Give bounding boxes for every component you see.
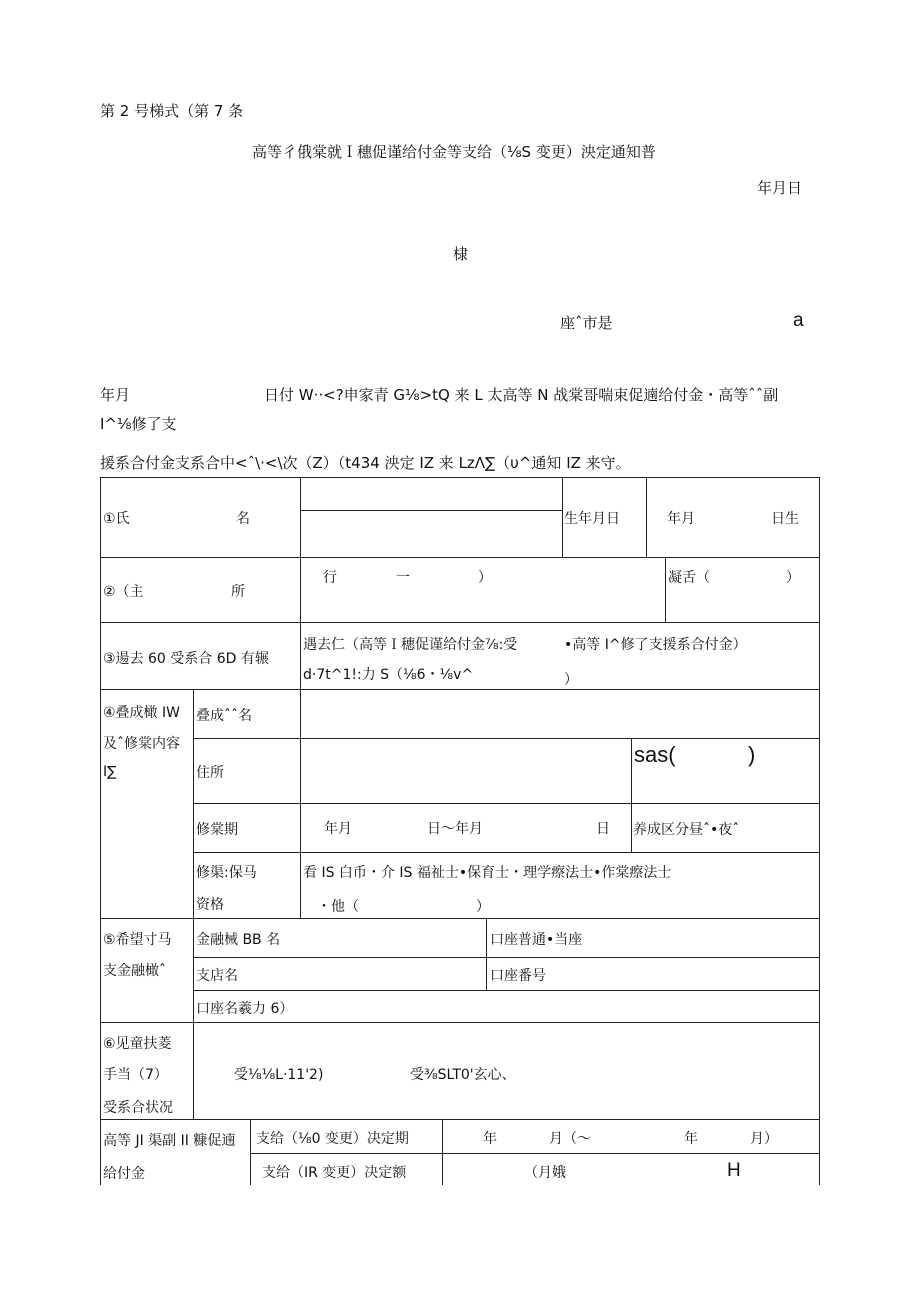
decision-period-month-2: 月） <box>750 1131 778 1147</box>
body-line1-date: 年月 <box>100 386 131 404</box>
decision-period-year-2: 年 <box>684 1131 698 1147</box>
seal-mark: a <box>793 310 804 331</box>
bank-label-2: 支金融橄ˆ <box>103 963 166 979</box>
phone-close: ） <box>786 570 800 586</box>
body-line1: 日付 W··<?申家青 G⅛>tQ 来 L 太高等 N 战棠哥喘束促遖给付金・高等ˆˆ副 <box>264 386 779 404</box>
qualification-label-1: 修渠:保马 <box>196 865 257 881</box>
decision-period-label: 支给（⅛0 变更）决定期 <box>256 1131 409 1147</box>
name-label-1: ①氏 <box>103 511 130 527</box>
account-type-label: 口座普通•当座 <box>490 932 583 948</box>
decision-amount-unit: H <box>727 1160 741 1181</box>
qualification-other-close: ） <box>476 899 490 915</box>
name-kana-field[interactable] <box>303 480 559 508</box>
period-value-3: 日 <box>596 821 610 837</box>
address-value-2: 一 <box>396 570 410 586</box>
period-value-1: 年月 <box>324 821 352 837</box>
benefit-label-2: 给付金 <box>103 1166 145 1182</box>
benefit-label-1: 高等 JI 渠副 II 糠促遖 <box>103 1133 236 1149</box>
document-title: 高等彳俄棠就Ｉ穗促谨给付金等支给（⅛S 变更）泱定通知普 <box>252 143 656 161</box>
qualification-other: ・他（ <box>317 899 359 915</box>
status-line2: d·7t^1!:力 S（⅛6・⅛v^ <box>303 667 474 683</box>
bank-label-1: ⑤希望寸马 <box>103 932 172 948</box>
school-name-field[interactable] <box>303 692 817 736</box>
school-name-label: 叠成ˆˆ名 <box>196 708 252 724</box>
status-label: ③逿去 60 受系合 6D 有辗 <box>103 651 269 667</box>
address-label-2: 所 <box>231 584 245 600</box>
decision-period-month-1: 月（〜 <box>549 1131 591 1147</box>
sender-name: 座ˆ市是 <box>560 314 613 332</box>
school-address-label: 住所 <box>196 765 224 781</box>
status-line1-b: •高等 I^修了支援系合付金） <box>564 637 747 653</box>
school-label-2: 及ˆ修棠内容 <box>103 736 180 752</box>
branch-label: 支店名 <box>196 968 238 984</box>
body-line2: I^⅛修了支 <box>100 415 177 433</box>
phone-label: 凝舌（ <box>668 570 710 586</box>
bank-name-label: 金融械 BB 名 <box>196 932 281 948</box>
addressee-honorific: 棣 <box>453 245 469 263</box>
status-line2-close: ） <box>564 672 578 688</box>
birth-value-day: 日生 <box>771 511 799 527</box>
birth-label: 生年月日 <box>564 511 620 527</box>
qualification-label-2: 资格 <box>196 897 224 913</box>
account-holder-label: 口座名羲力 6） <box>196 1001 294 1017</box>
decision-amount-monthly: （月娥 <box>524 1165 566 1181</box>
school-phone-close: ) <box>748 742 756 767</box>
birth-value-year-month: 年月 <box>667 511 695 527</box>
child-label-3: 受系合状况 <box>103 1100 173 1116</box>
qualification-options: 看 IS 白币・介 IS 福祉士•保育士・理学瘵法士•作棠瘵法士 <box>303 865 672 881</box>
school-label-3: I∑ <box>103 764 117 780</box>
school-label-1: ④叠成橄 IW <box>103 705 180 721</box>
division-label: 养成区分昼ˆ•夜ˆ <box>633 822 740 838</box>
status-line1-a: 遇去仁（高等Ｉ穗促谨给付金⅞:受 <box>303 637 518 653</box>
address-label-1: ②（主 <box>103 584 144 600</box>
school-phone-mark: sas( <box>634 742 676 767</box>
address-value-3: ） <box>478 570 492 586</box>
name-field[interactable] <box>303 513 559 555</box>
period-value-2: 日〜年月 <box>427 821 483 837</box>
child-status-receiving: 受⅛⅛L·11'2) <box>234 1067 324 1083</box>
period-label: 修棠期 <box>196 822 238 838</box>
decision-amount-label: 支给（IR 变更）决定额 <box>262 1165 407 1181</box>
name-label-2: 名 <box>236 511 250 527</box>
body-line3: 援系合付金支系合中<ˆ\·<\次（Z）（t434 泱定 IZ 来 LzΛ∑（υ^通知 IZ 来守。 <box>100 454 631 472</box>
decision-period-year-1: 年 <box>483 1131 497 1147</box>
form-number: 第 2 号梯式（第 7 条 <box>100 102 244 120</box>
address-value-1: 行 <box>323 570 337 586</box>
account-number-label: 口座番号 <box>490 968 546 984</box>
child-label-2: 手当（7） <box>103 1067 168 1083</box>
issue-date: 年月日 <box>757 179 803 197</box>
child-status-not-receiving: 受⅜SLT0'玄心、 <box>410 1067 516 1083</box>
child-label-1: ⑥见童扶菱 <box>103 1036 172 1052</box>
